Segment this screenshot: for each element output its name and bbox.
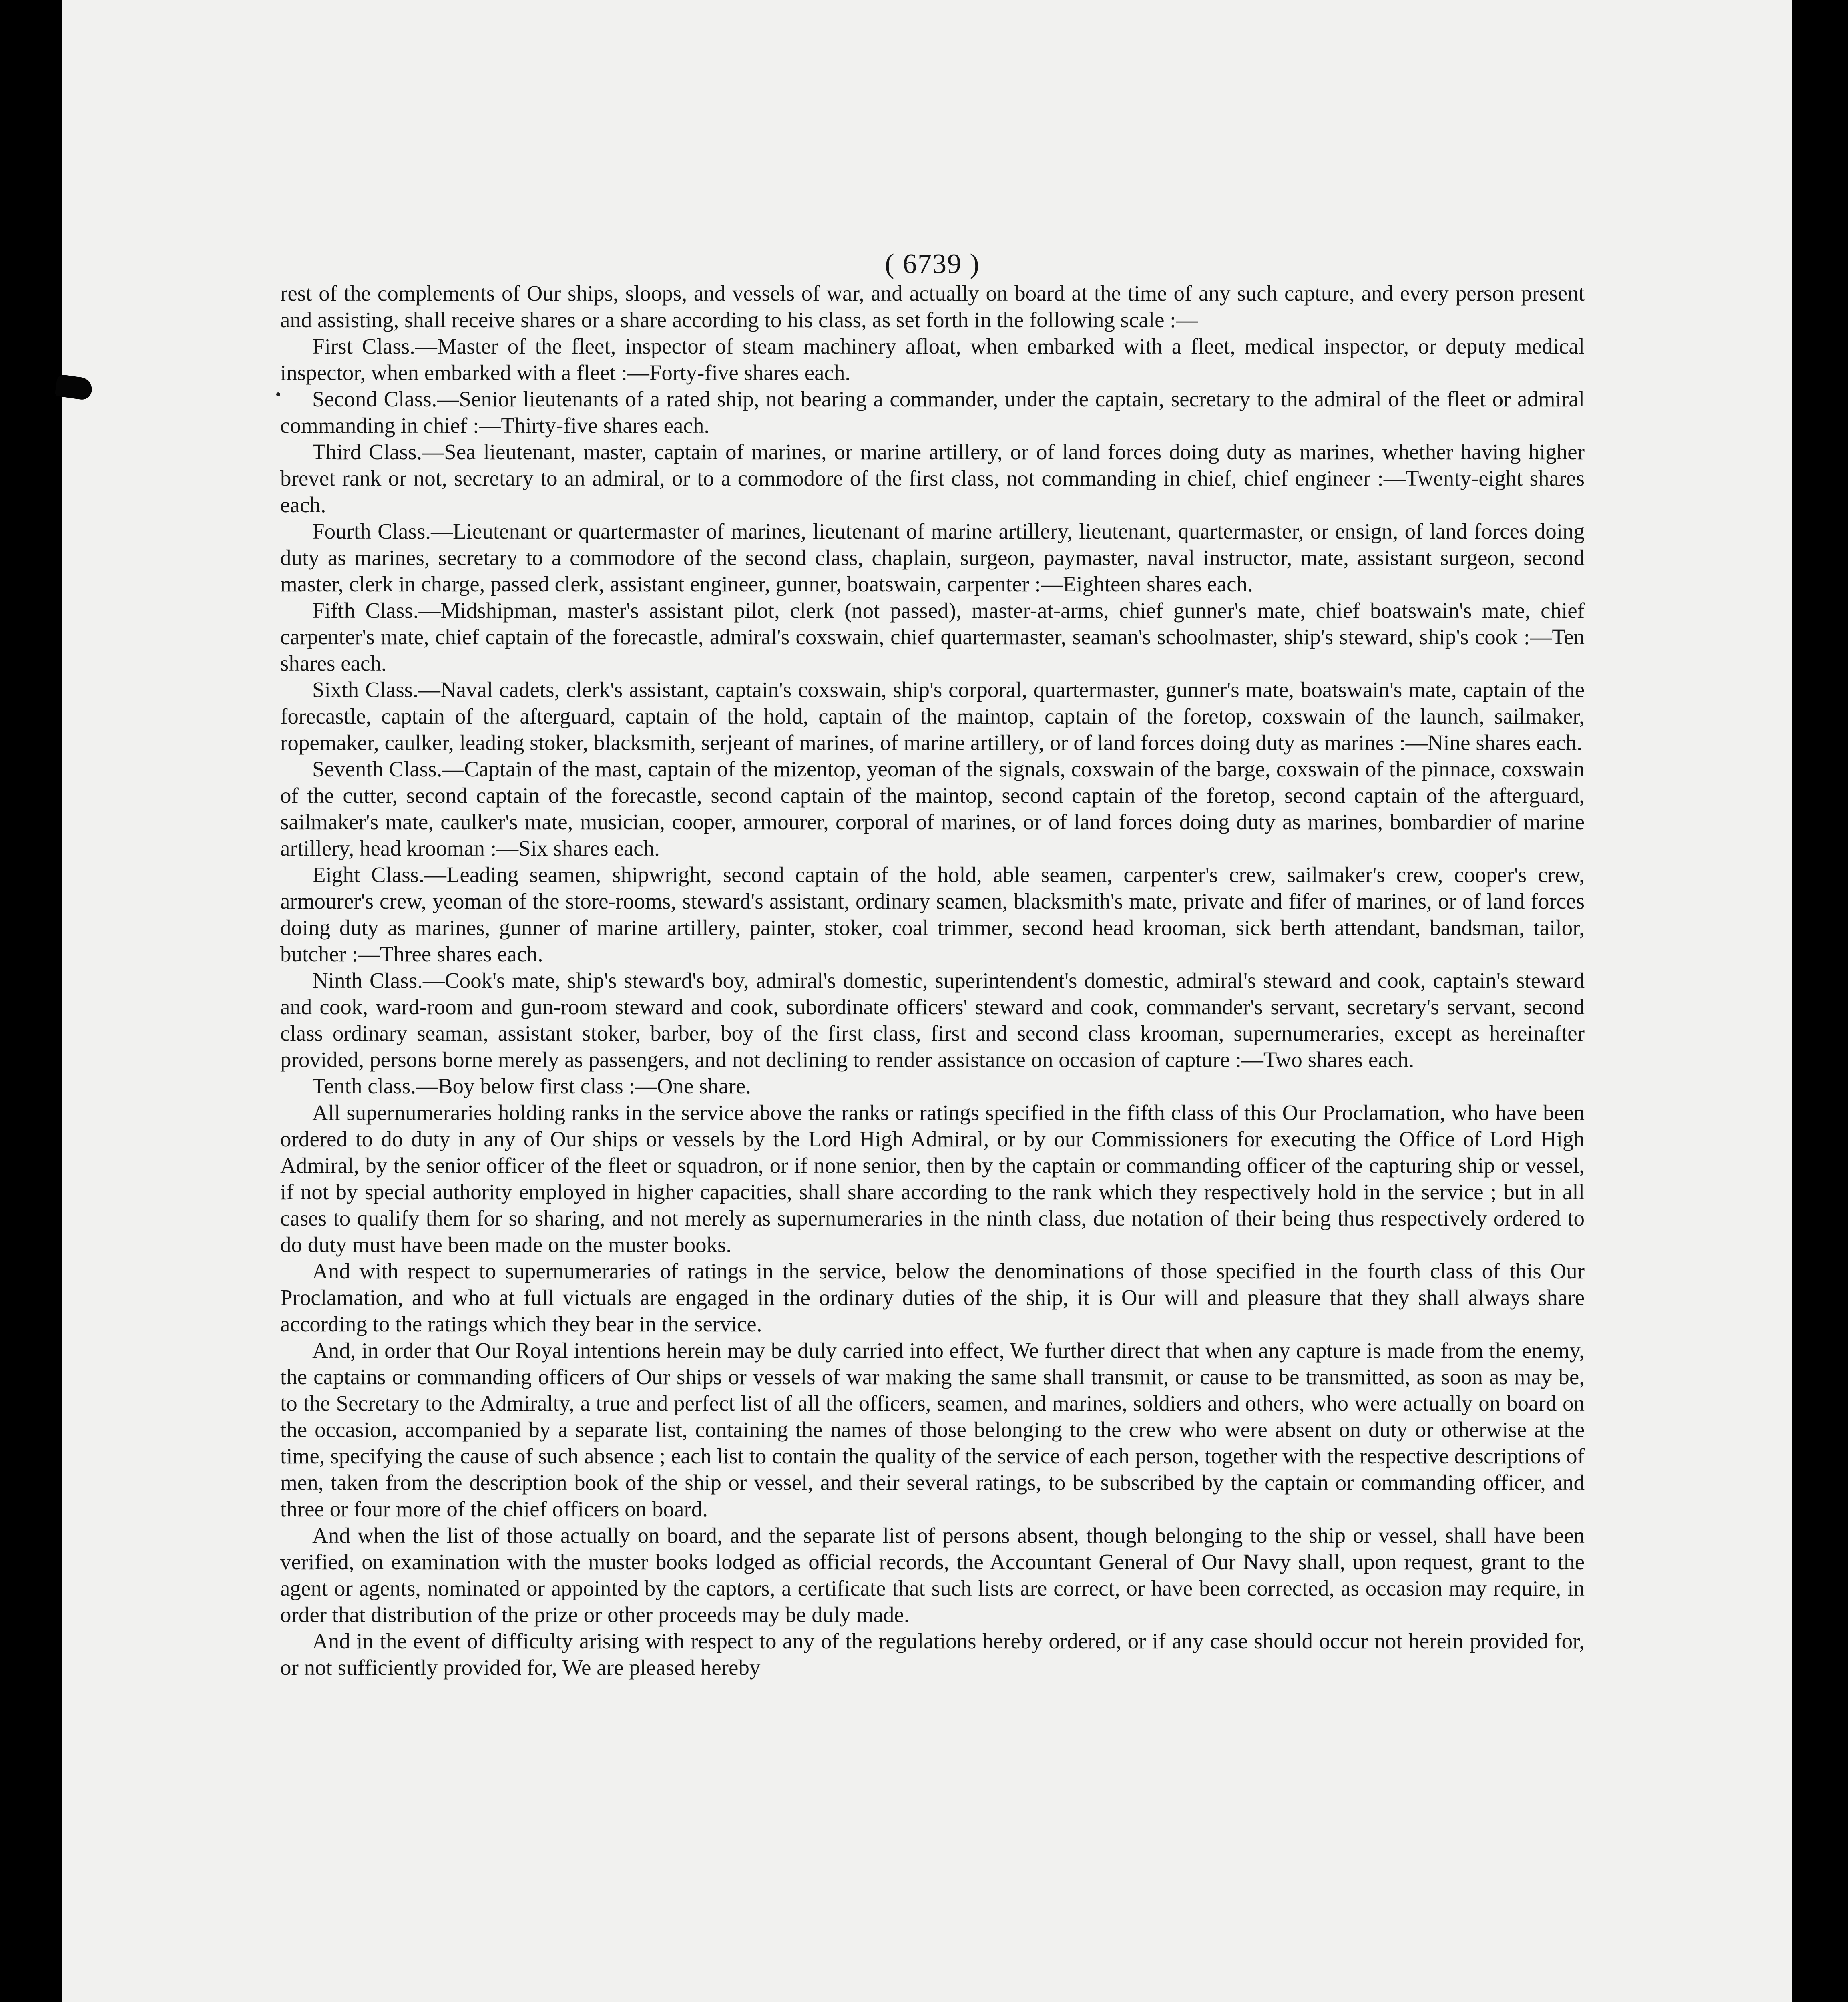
paragraph-eighth-class: Eight Class.—Leading seamen, shipwright, second captain of the hold, able seamen, carpenter's crew, sailmaker's crew, cooper's crew, armourer's crew, yeoman of the store-rooms, steward's assistant, ordinary seamen, blacksmith's mate, private and fifer of marines, or of land forces doing duty as marines, gunner of marine artillery, painter, stoker, coal trimmer, second head krooman, sick berth attendant, bandsman, tailor, butcher :—Three shares each. (280, 862, 1585, 966)
paragraph-capture-lists: And, in order that Our Royal intentions herein may be duly carried into effect, We further direct that when any capture is made from the enemy, the captains or commanding officers of Our ships or vessels of war making the same shall transmit, or cause to be transmitted, as soon as may be, to the Secretary to the Admiralty, a true and perfect list of all the officers, seamen, and marines, soldiers and others, who were actually on board on the occasion, accompanied by a separate list, containing the names of those belonging to the crew who were absent on duty or otherwise at the time, specifying the cause of such absence ; each list to contain the quality of the service of each person, together with the respective descriptions of men, taken from the description book of the ship or vessel, and their several ratings, to be subscribed by the captain or commanding officer, and three or four more of the chief officers on board. (280, 1338, 1585, 1521)
scanned-page (62, 0, 1792, 2002)
paragraph-difficulty: And in the event of difficulty arising with respect to any of the regulations hereby ordered, or if any case should occur not herein provided for, or not sufficiently provided for, We are pleased hereby (280, 1629, 1585, 1680)
paragraph-tenth-class: Tenth class.—Boy below first class :—One share. (312, 1074, 751, 1098)
paragraph-supernumeraries-ratings: And with respect to supernumeraries of ratings in the service, below the denominations of those specified in the fourth class of this Our Proclamation, and who at full victuals are engaged in the ordinary duties of the ship, it is Our will and pleasure that they shall always share according to the ratings which they bear in the service. (280, 1259, 1585, 1336)
page-number: ( 6739 ) (885, 249, 980, 279)
paragraph-fourth-class: Fourth Class.—Lieutenant or quartermaster of marines, lieutenant of marine artillery, lieutenant, quartermaster, or ensign, of land forces doing duty as marines, secretary to a commodore of the second class, chaplain, surgeon, paymaster, naval instructor, mate, assistant surgeon, second master, clerk in charge, passed clerk, assistant engineer, gunner, boatswain, carpenter :—Eighteen shares each. (280, 519, 1585, 596)
paragraph-supernumeraries-ranks: All supernumeraries holding ranks in the service above the ranks or ratings specified in the fifth class of this Our Proclamation, who have been ordered to do duty in any of Our ships or vessels by the Lord High Admiral, or by our Commissioners for executing the Office of Lord High Admiral, by the senior officer of the fleet or squadron, or if none senior, then by the captain or commanding officer of the capturing ship or vessel, if not by special authority employed in higher capacities, shall share according to the rank which they respectively hold in the service ; but in all cases to qualify them for so sharing, and not merely as supernumeraries in the ninth class, due notation of their being thus respectively ordered to do duty must have been made on the muster books. (280, 1100, 1585, 1257)
ink-dot (276, 392, 280, 396)
paragraph: rest of the complements of Our ships, sloops, and vessels of war, and actually on board at the time of any such capture, and every person present and assisting, shall receive shares or a share according to his class, as set forth in the following scale :— (280, 281, 1585, 332)
paragraph-sixth-class: Sixth Class.—Naval cadets, clerk's assistant, captain's coxswain, ship's corporal, quartermaster, gunner's mate, boatswain's mate, captain of the forecastle, captain of the afterguard, captain of the hold, captain of the maintop, captain of the foretop, coxswain of the launch, sailmaker, ropemaker, caulker, leading stoker, blacksmith, serjeant of marines, of marine artillery, or of land forces doing duty as marines :—Nine shares each. (280, 677, 1585, 755)
paragraph-second-class: Second Class.—Senior lieutenants of a rated ship, not bearing a commander, under the captain, secretary to the admiral of the fleet or admiral commanding in chief :—Thirty-five shares each. (280, 387, 1585, 438)
paragraph-verification: And when the list of those actually on board, and the separate list of persons absent, though belonging to the ship or vessel, shall have been verified, on examination with the muster books lodged as official records, the Accountant General of Our Navy shall, upon request, grant to the agent or agents, nominated or appointed by the captors, a certificate that such lists are correct, or have been corrected, as occasion may require, in order that distribution of the prize or other proceeds may be duly made. (280, 1523, 1585, 1627)
paragraph-fifth-class: Fifth Class.—Midshipman, master's assistant pilot, clerk (not passed), master-at-arms, chief gunner's mate, chief boatswain's mate, chief carpenter's mate, chief captain of the forecastle, admiral's coxswain, chief quartermaster, seaman's schoolmaster, ship's steward, ship's cook :—Ten shares each. (280, 598, 1585, 675)
paragraph-first-class: First Class.—Master of the fleet, inspector of steam machinery afloat, when embarked with a fleet, medical inspector, or deputy medical inspector, when embarked with a fleet :—Forty-five shares each. (280, 334, 1585, 385)
gazette-text (280, 248, 1585, 1681)
paragraph-seventh-class: Seventh Class.—Captain of the mast, captain of the mizentop, yeoman of the signals, coxswain of the barge, coxswain of the pinnace, coxswain of the cutter, second captain of the forecastle, second captain of the maintop, second captain of the foretop, second captain of the afterguard, sailmaker's mate, caulker's mate, musician, cooper, armourer, corporal of marines, or of land forces doing duty as marines, bombardier of marine artillery, head krooman :—Six shares each. (280, 757, 1585, 860)
paragraph-ninth-class: Ninth Class.—Cook's mate, ship's steward's boy, admiral's domestic, superintendent's domestic, admiral's steward and cook, captain's steward and cook, ward-room and gun-room steward and cook, subordinate officers' steward and cook, commander's servant, secretary's servant, second class ordinary seaman, assistant stoker, barber, boy of the first class, first and second class krooman, supernumeraries, except as hereinafter provided, persons borne merely as passengers, and not declining to render assistance on occasion of capture :—Two shares each. (280, 968, 1585, 1072)
paragraph-third-class: Third Class.—Sea lieutenant, master, captain of marines, or marine artillery, or of land forces doing duty as marines, whether having higher brevet rank or not, secretary to an admiral, or to a commodore of the first class, not commanding in chief, chief engineer :—Twenty-eight shares each. (280, 440, 1585, 517)
